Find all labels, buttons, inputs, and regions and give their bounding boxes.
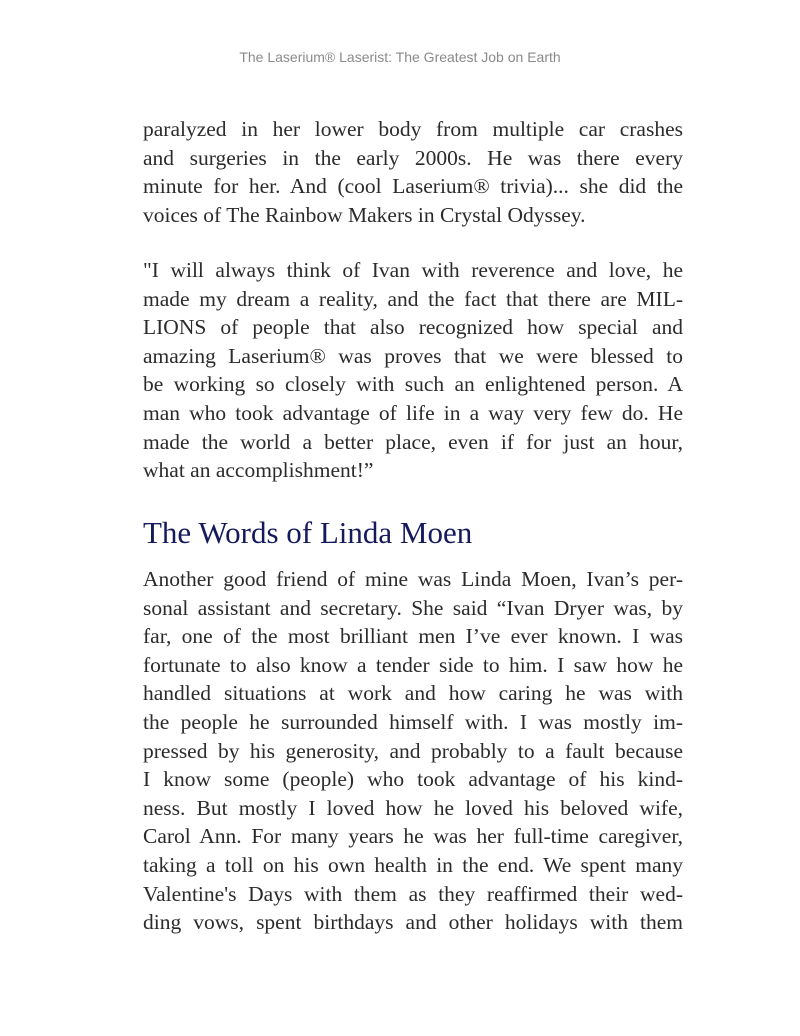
text-line: taking a toll on his own health in the end. We spent many bbox=[143, 852, 683, 877]
text-line: I know some (people) who took advantage of his kind- bbox=[143, 767, 683, 792]
text-line: amazing Laserium® was proves that we were blessed to bbox=[143, 343, 683, 368]
text-line: ness. But mostly I loved how he loved his beloved wife, bbox=[143, 795, 683, 820]
text-line: voices of The Rainbow Makers in Crystal Odyssey. bbox=[143, 202, 586, 227]
text-line: pressed by his generosity, and probably to a fault because bbox=[143, 738, 683, 763]
text-line: fortunate to also know a tender side to him. I saw how he bbox=[143, 652, 683, 677]
text-line: the people he surrounded himself with. I was mostly im- bbox=[143, 709, 683, 734]
text-line: far, one of the most brilliant men I’ve ever known. I was bbox=[143, 624, 683, 649]
text-line: minute for her. And (cool Laserium® trivia)... she did the bbox=[143, 174, 683, 199]
text-line: Valentine's Days with them as they reaffirmed their wed- bbox=[143, 881, 683, 906]
paragraph-3 bbox=[143, 565, 683, 937]
text-line: "I will always think of Ivan with reverence and love, he bbox=[143, 258, 683, 282]
text-line: man who took advantage of life in a way very few do. He bbox=[143, 400, 683, 425]
running-header: The Laserium® Laserist: The Greatest Job on Earth bbox=[239, 49, 561, 65]
text-line: LIONS of people that also recognized how special and bbox=[143, 315, 683, 340]
text-line: and surgeries in the early 2000s. He was there every bbox=[143, 145, 683, 170]
paragraph-2-quote bbox=[143, 256, 683, 485]
text-line: handled situations at work and how caring he was with bbox=[143, 681, 683, 706]
paragraph-1 bbox=[143, 115, 683, 229]
text-line: be working so closely with such an enlightened person. A bbox=[143, 372, 683, 397]
text-line: paralyzed in her lower body from multiple car crashes bbox=[143, 117, 683, 141]
text-line: what an accomplishment!” bbox=[143, 458, 374, 483]
section-heading: The Words of Linda Moen bbox=[143, 515, 473, 550]
text-line: made the world a better place, even if for just an hour, bbox=[143, 429, 683, 454]
text-line: made my dream a reality, and the fact that there are MIL- bbox=[143, 286, 683, 311]
text-line: Carol Ann. For many years he was her full-time caregiver, bbox=[143, 824, 683, 849]
text-line: sonal assistant and secretary. She said “Ivan Dryer was, by bbox=[143, 595, 683, 620]
text-line: ding vows, spent birthdays and other holidays with them bbox=[143, 910, 683, 935]
text-line: Another good friend of mine was Linda Moen, Ivan’s per- bbox=[143, 567, 683, 591]
